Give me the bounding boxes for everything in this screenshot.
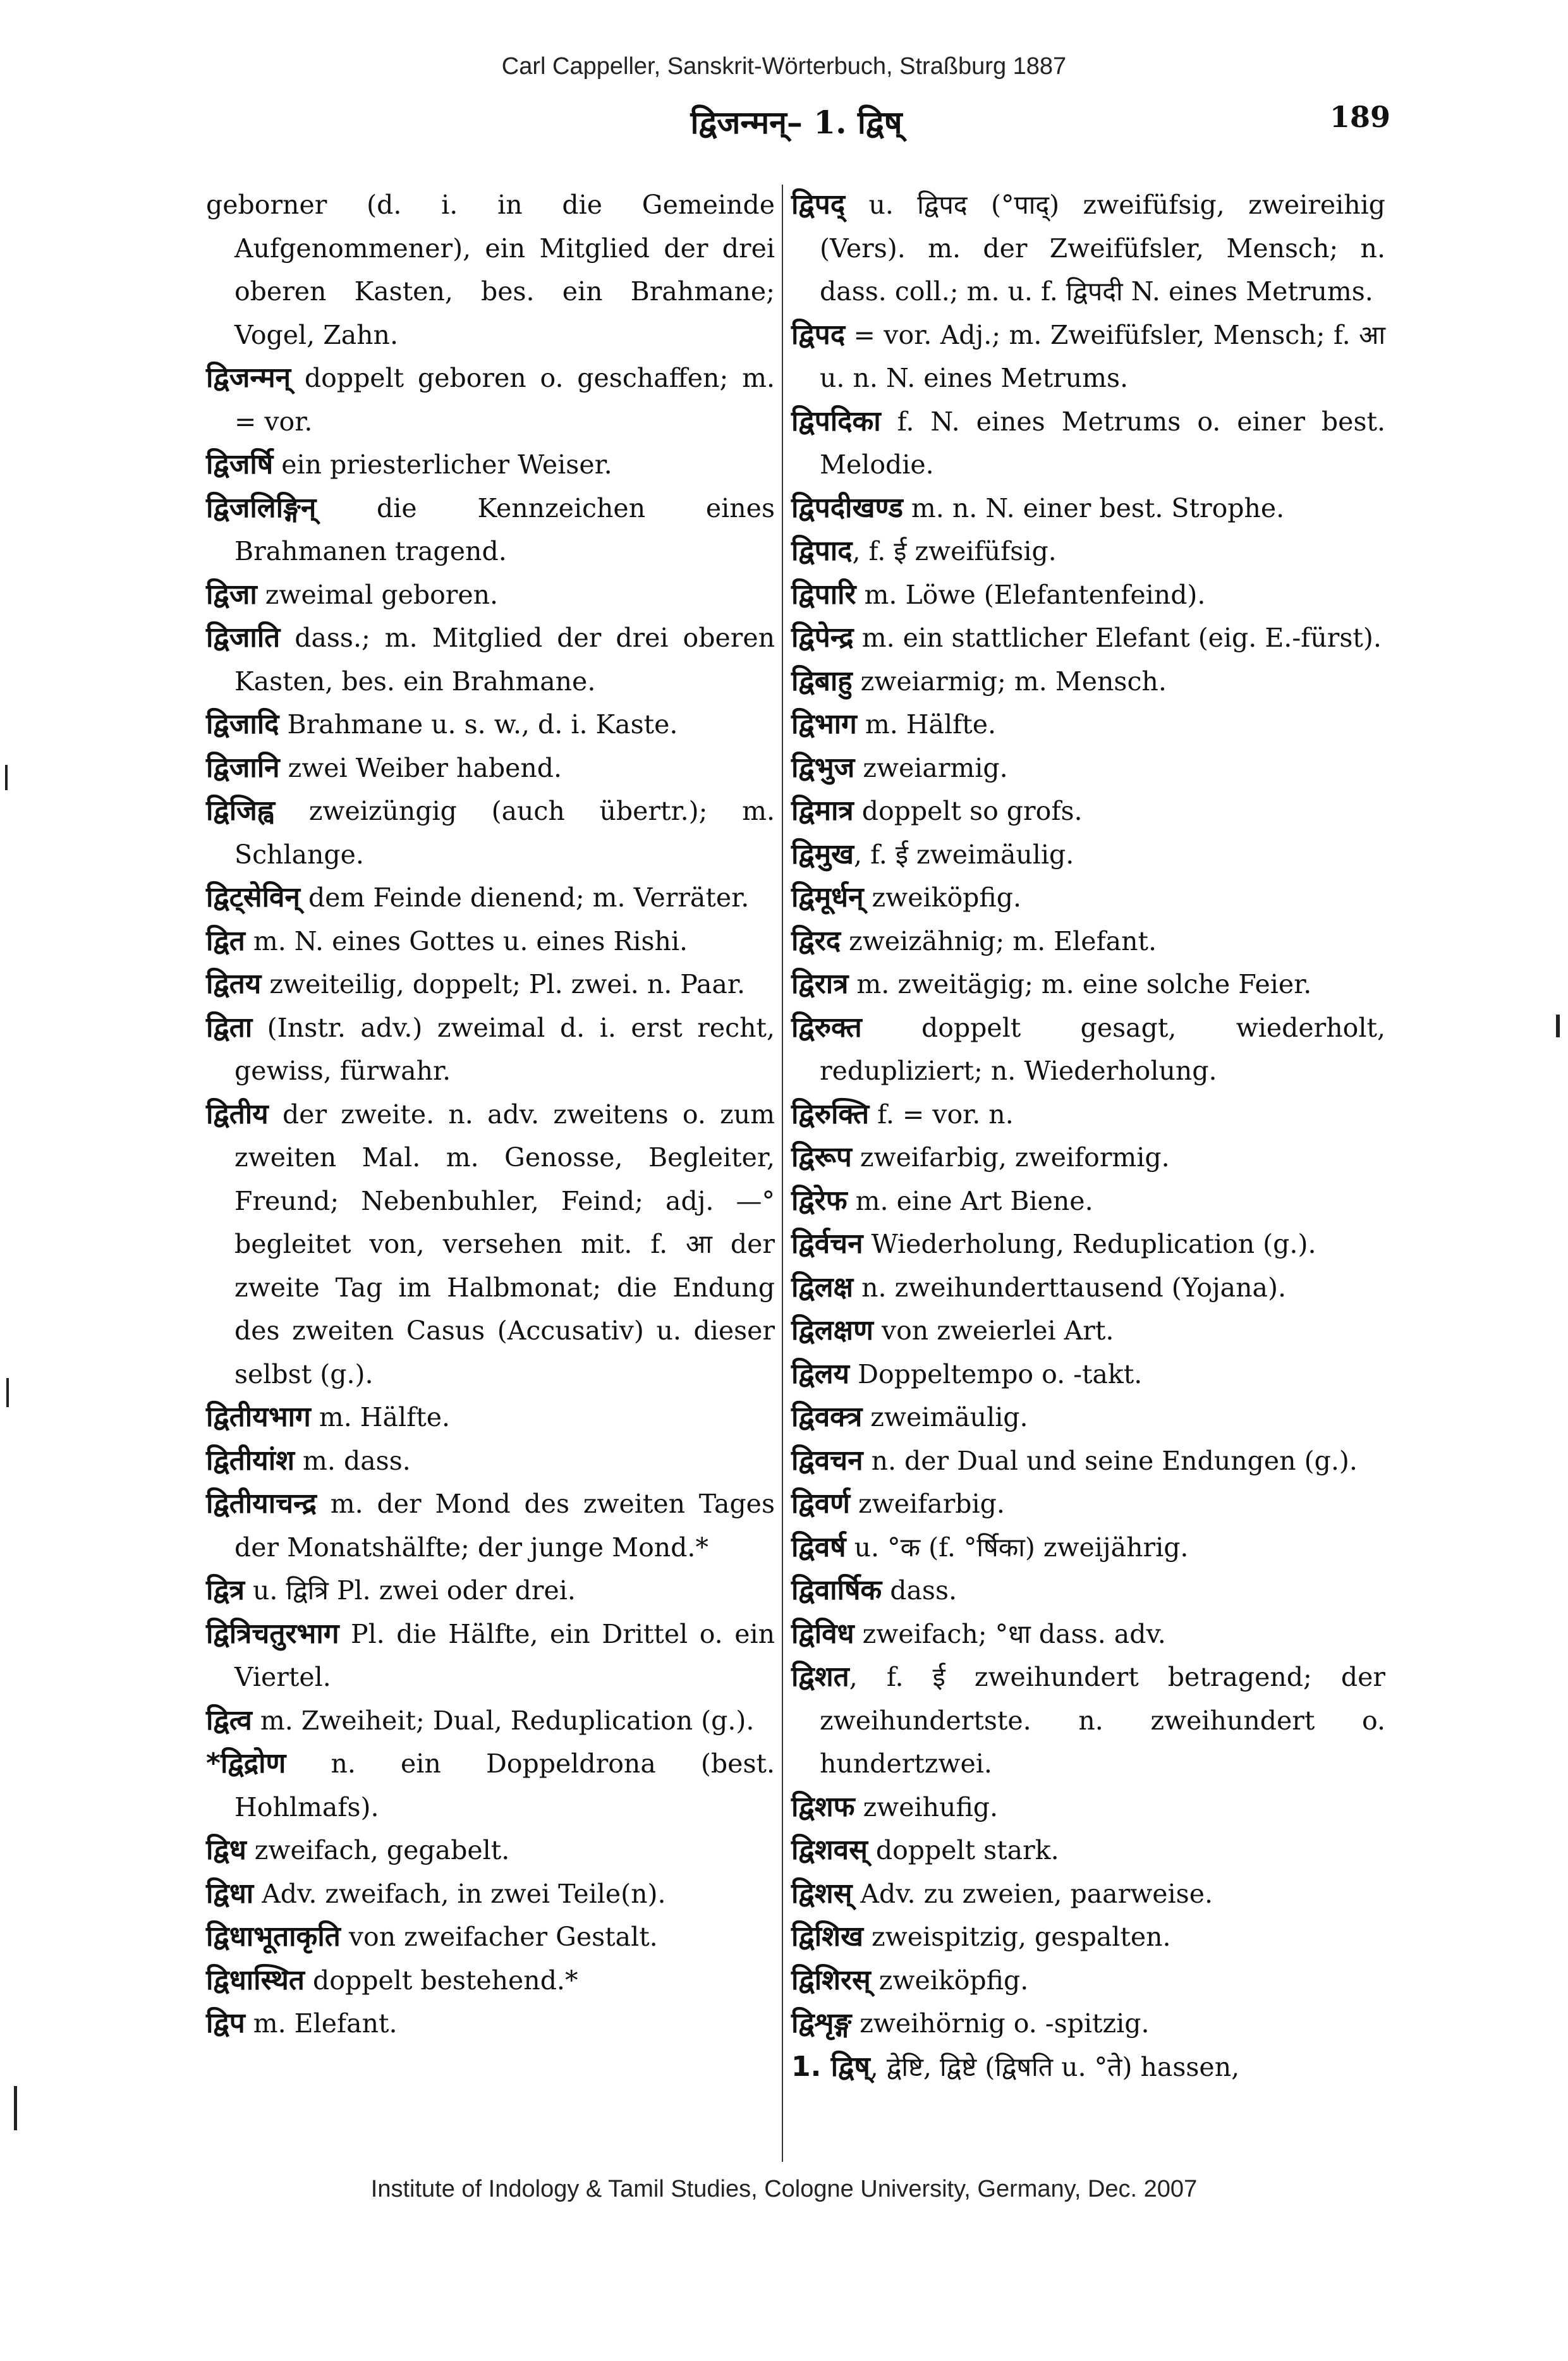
dictionary-entry bbox=[206, 1439, 775, 1483]
definition-text: , द्वेष्टि, द्विष्टे (द्विषति u. °ते) hassen, bbox=[870, 2051, 1240, 2082]
definition-text: m. Zweiheit; Dual, Reduplication (g.). bbox=[252, 1705, 755, 1736]
definition-text: doppelt bestehend.* bbox=[304, 1965, 578, 1996]
definition-text: Adv. zu zweien, paarweise. bbox=[852, 1878, 1213, 1909]
definition-text: zweifarbig, zweiformig. bbox=[851, 1142, 1170, 1173]
definition-text: (Instr. adv.) zweimal d. i. erst recht, gewiss, fürwahr. bbox=[234, 1012, 775, 1086]
headword: द्विजा bbox=[206, 578, 257, 611]
headword: द्वित bbox=[206, 924, 245, 957]
dictionary-entry bbox=[791, 1613, 1385, 1656]
dictionary-entry bbox=[791, 1439, 1385, 1483]
definition-text: dem Feinde dienend; m. Verräter. bbox=[300, 882, 750, 913]
dictionary-entry bbox=[206, 963, 775, 1006]
dictionary-entry bbox=[791, 1136, 1385, 1180]
definition-text: von zweifacher Gestalt. bbox=[340, 1922, 658, 1952]
dictionary-entry bbox=[206, 1482, 775, 1569]
definition-text: ein priesterlicher Weiser. bbox=[273, 449, 612, 480]
headword: द्विपेन्द्र bbox=[791, 621, 854, 654]
definition-text: doppelt so grofs. bbox=[853, 796, 1083, 826]
headword: द्विध bbox=[206, 1834, 246, 1866]
headword: द्विलय bbox=[791, 1357, 850, 1390]
dictionary-entry bbox=[791, 790, 1385, 833]
definition-text: Brahmane u. s. w., d. i. Kaste. bbox=[279, 709, 678, 740]
headword: द्विरुक्ति bbox=[791, 1097, 870, 1130]
dictionary-entry bbox=[206, 2002, 775, 2046]
definition-text: u. द्वित्रि Pl. zwei oder drei. bbox=[244, 1575, 576, 1606]
definition-text: m. dass. bbox=[295, 1445, 411, 1476]
headword: द्विलक्षण bbox=[791, 1314, 873, 1346]
definition-text: m. ein stattlicher Elefant (eig. E.-fürst). bbox=[853, 623, 1382, 653]
dictionary-entry bbox=[791, 1786, 1385, 1829]
headword: द्विधास्थित bbox=[206, 1963, 305, 1996]
dictionary-entry bbox=[791, 1396, 1385, 1439]
dictionary-entry bbox=[791, 920, 1385, 963]
dictionary-entry bbox=[791, 1829, 1385, 1872]
dictionary-entry bbox=[791, 876, 1385, 920]
definition-text: doppelt stark. bbox=[867, 1835, 1059, 1865]
definition-text: Pl. die Hälfte, ein Drittel o. ein Viertel. bbox=[234, 1618, 775, 1692]
definition-text: zweiarmig. bbox=[854, 752, 1008, 783]
headword: द्वित्र bbox=[206, 1574, 245, 1606]
definition-text: , f. ई zweihundert betragend; der zweihundertste. n. zweihundert o. hundertzwei. bbox=[820, 1662, 1385, 1779]
headword: द्विजर्षि bbox=[206, 448, 274, 480]
dictionary-entry bbox=[791, 1656, 1385, 1786]
running-head bbox=[202, 96, 1390, 147]
definition-text: f. N. eines Metrums o. einer best. Melodie. bbox=[820, 406, 1385, 480]
dictionary-entry bbox=[206, 1829, 775, 1872]
dictionary-entry bbox=[791, 660, 1385, 704]
headword: द्विपद bbox=[791, 318, 846, 351]
footer-credit: Institute of Indology & Tamil Studies, Cologne University, Germany, Dec. 2007 bbox=[370, 2176, 1198, 2202]
definition-text: u. °क (f. °र्षिका) zweijährig. bbox=[846, 1532, 1189, 1563]
headword: द्विवर्ण bbox=[791, 1487, 850, 1520]
dictionary-entry bbox=[791, 1223, 1385, 1266]
definition-text: zweihörnig o. -spitzig. bbox=[851, 2008, 1150, 2039]
definition-text: dass.; m. Mitglied der drei oberen Kasten, bes. ein Brahmane. bbox=[234, 623, 775, 697]
dictionary-entry bbox=[206, 1699, 775, 1743]
headword: द्विजिह्व bbox=[206, 795, 275, 827]
headword: द्वितय bbox=[206, 968, 262, 1000]
dictionary-entry bbox=[206, 1006, 775, 1093]
dictionary-entry bbox=[206, 1613, 775, 1699]
dictionary-entry bbox=[791, 400, 1385, 487]
headword: द्वित्व bbox=[206, 1704, 252, 1736]
definition-text: m. Hälfte. bbox=[310, 1402, 451, 1432]
definition-text: doppelt geboren o. geschaffen; m. = vor. bbox=[234, 363, 775, 437]
headword: द्विट्सेविन् bbox=[206, 881, 300, 913]
headword: द्वितीय bbox=[206, 1097, 269, 1130]
scan-artifact bbox=[5, 765, 8, 790]
definition-text: zweifach, gegabelt. bbox=[246, 1835, 510, 1865]
dictionary-entry bbox=[206, 1915, 775, 1959]
headword: द्विर्वचन bbox=[791, 1228, 863, 1260]
dictionary-entry bbox=[791, 703, 1385, 747]
headword: द्विविध bbox=[791, 1617, 854, 1650]
headword: द्विपाद bbox=[791, 535, 853, 567]
definition-text: n. ein Doppeldrona (best. Hohlmafs). bbox=[234, 1748, 775, 1822]
definition-text: n. zweihunderttausend (Yojana). bbox=[853, 1272, 1286, 1303]
headword: द्विलक्ष bbox=[791, 1271, 854, 1303]
definition-text: , f. ई zweifüfsig. bbox=[852, 536, 1057, 566]
headword: द्विवचन bbox=[791, 1444, 863, 1477]
dictionary-entry bbox=[791, 183, 1385, 314]
dictionary-entry bbox=[791, 1526, 1385, 1570]
dictionary-entry bbox=[791, 1872, 1385, 1916]
headword: द्विरूप bbox=[791, 1141, 852, 1173]
definition-text: die Kennzeichen eines Brahmanen tragend. bbox=[234, 492, 775, 566]
definition-text: f. = vor. n. bbox=[869, 1099, 1014, 1130]
dictionary-entry bbox=[206, 1396, 775, 1439]
definition-text: zweimal geboren. bbox=[257, 579, 499, 610]
definition-text: m. n. N. einer best. Strophe. bbox=[903, 492, 1285, 523]
definition-text: zweizähnig; m. Elefant. bbox=[841, 925, 1157, 956]
headword: द्विजन्मन् bbox=[206, 362, 291, 394]
dictionary-entry bbox=[791, 1915, 1385, 1959]
headword: द्विजादि bbox=[206, 708, 279, 740]
dictionary-entry bbox=[791, 963, 1385, 1006]
headword: द्वितीयाचन्द्र bbox=[206, 1487, 317, 1520]
headword: द्विरात्र bbox=[791, 968, 849, 1000]
dictionary-entry bbox=[206, 487, 775, 573]
definition-text: zweiköpfig. bbox=[863, 882, 1022, 913]
headword: द्विता bbox=[206, 1011, 253, 1044]
dictionary-entry bbox=[791, 1266, 1385, 1310]
dictionary-entry bbox=[206, 357, 775, 443]
dictionary-entry bbox=[206, 1872, 775, 1916]
definition-text: u. द्विपद (°पाद्) zweifüfsig, zweireihig (Vers). m. der Zweifüfsler, Mensch; n. dass. coll.; m. u. f. द्विपदी N. eines Metrums. bbox=[820, 190, 1385, 307]
dictionary-entry bbox=[791, 1006, 1385, 1093]
dictionary-entry bbox=[791, 1309, 1385, 1353]
definition-text: zweimäulig. bbox=[862, 1402, 1028, 1432]
definition-text: , f. ई zweimäulig. bbox=[854, 839, 1074, 870]
definition-text: Wiederholung, Reduplication (g.). bbox=[863, 1229, 1316, 1259]
definition-text: Adv. zweifach, in zwei Teile(n). bbox=[253, 1878, 666, 1909]
definition-text: Doppeltempo o. -takt. bbox=[849, 1358, 1143, 1389]
dictionary-entry bbox=[206, 183, 775, 357]
definition-text: m. Elefant. bbox=[245, 2008, 398, 2039]
headword: द्विधाभूताकृति bbox=[206, 1920, 341, 1953]
dictionary-entry bbox=[791, 1959, 1385, 2003]
headword: द्विशस् bbox=[791, 1877, 853, 1910]
headword: द्वितीयांश bbox=[206, 1444, 295, 1477]
definition-text: m. Hälfte. bbox=[856, 709, 997, 740]
definition-text: m. Löwe (Elefantenfeind). bbox=[856, 579, 1206, 610]
dictionary-entry bbox=[791, 747, 1385, 790]
scan-artifact bbox=[14, 2086, 17, 2130]
dictionary-entry bbox=[791, 2002, 1385, 2046]
definition-text: = vor. Adj.; m. Zweifüfsler, Mensch; f. आ u. n. N. eines Metrums. bbox=[820, 319, 1385, 393]
headword: द्विपदिका bbox=[791, 405, 881, 437]
dictionary-entry bbox=[206, 616, 775, 703]
headword: द्विजानि bbox=[206, 751, 280, 784]
dictionary-entry bbox=[791, 1569, 1385, 1613]
dictionary-entry bbox=[206, 1959, 775, 2003]
dictionary-entry bbox=[206, 573, 775, 617]
dictionary-entry bbox=[206, 1569, 775, 1613]
headword: द्विजाति bbox=[206, 621, 281, 654]
headword: द्विवक्त्र bbox=[791, 1401, 863, 1433]
definition-text: zweiteilig, doppelt; Pl. zwei. n. Paar. bbox=[261, 969, 746, 999]
definition-text: geborner (d. i. in die Gemeinde Aufgenommener), ein Mitglied der drei oberen Kasten, bes. ein Brahmane; Vogel, Zahn. bbox=[206, 190, 775, 350]
dictionary-entry bbox=[206, 703, 775, 747]
dictionary-entry bbox=[791, 1180, 1385, 1223]
headword: द्विरेफ bbox=[791, 1184, 848, 1217]
dictionary-entry bbox=[206, 920, 775, 963]
definition-text: der zweite. n. adv. zweitens o. zum zweiten Mal. m. Genosse, Begleiter, Freund; Nebenbuhler, Feind; adj. —° begleitet von, versehen mit. f. आ der zweite Tag im Halbmonat; die Endung des zweiten Casus (Accusativ) u. dieser selbst (g.). bbox=[234, 1099, 775, 1389]
headword: द्वित्रिचतुरभाग bbox=[206, 1617, 339, 1650]
dictionary-entry bbox=[206, 443, 775, 487]
running-head-title: द्विजन्मन्– 1. द्विष् bbox=[690, 104, 903, 141]
headword: द्विशिरस् bbox=[791, 1963, 871, 1996]
headword: द्विरद bbox=[791, 924, 841, 957]
dictionary-entry bbox=[791, 530, 1385, 573]
headword: द्विपारि bbox=[791, 578, 856, 611]
headword: द्विबाहु bbox=[791, 664, 853, 697]
headword: द्विशवस् bbox=[791, 1834, 868, 1866]
column-divider bbox=[782, 185, 783, 2162]
headword: द्विधा bbox=[206, 1877, 254, 1910]
headword: द्विमुख bbox=[791, 838, 854, 870]
dictionary-entry bbox=[206, 876, 775, 920]
headword: द्विजलिङ्गिन् bbox=[206, 491, 317, 524]
headword: द्विभाग bbox=[791, 708, 857, 740]
headword: द्विमूर्धन् bbox=[791, 881, 864, 913]
headword: द्विभुज bbox=[791, 751, 855, 784]
headword: द्विवार्षिक bbox=[791, 1574, 882, 1606]
right-column bbox=[791, 183, 1385, 2089]
headword: द्विमात्र bbox=[791, 795, 854, 827]
definition-text: zweiköpfig. bbox=[870, 1965, 1029, 1996]
scan-artifact bbox=[1556, 1015, 1560, 1037]
dictionary-entry bbox=[791, 487, 1385, 530]
definition-text: zweiarmig; m. Mensch. bbox=[852, 666, 1167, 697]
dictionary-entry bbox=[791, 1353, 1385, 1396]
definition-text: zwei Weiber habend. bbox=[279, 752, 562, 783]
headword: द्विपद् bbox=[791, 188, 846, 221]
definition-text: m. der Mond des zweiten Tages der Monatshälfte; der junge Mond.* bbox=[234, 1489, 775, 1563]
definition-text: m. N. eines Gottes u. eines Rishi. bbox=[245, 925, 688, 956]
left-column bbox=[206, 183, 775, 2046]
definition-text: dass. bbox=[882, 1575, 957, 1606]
headword: द्विशिख bbox=[791, 1920, 864, 1953]
headword: द्विशत bbox=[791, 1661, 849, 1693]
definition-text: m. eine Art Biene. bbox=[847, 1185, 1093, 1216]
source-line: Carl Cappeller, Sanskrit-Wörterbuch, Straßburg 1887 bbox=[501, 53, 1067, 80]
page-number: 189 bbox=[1329, 100, 1390, 134]
dictionary-entry bbox=[791, 314, 1385, 400]
headword: द्विपदीखण्ड bbox=[791, 491, 903, 524]
dictionary-entry bbox=[791, 1093, 1385, 1137]
definition-text: doppelt gesagt, wiederholt, redupliziert; n. Wiederholung. bbox=[820, 1012, 1385, 1086]
dictionary-entry bbox=[791, 616, 1385, 660]
headword: द्वितीयभाग bbox=[206, 1401, 311, 1433]
definition-text: zweifarbig. bbox=[849, 1489, 1005, 1519]
dictionary-entry bbox=[206, 1742, 775, 1829]
dictionary-entry bbox=[791, 2046, 1385, 2089]
headword: 1. द्विष् bbox=[791, 2050, 870, 2083]
headword: द्विप bbox=[206, 2007, 245, 2039]
headword: द्विरुक्त bbox=[791, 1011, 862, 1044]
dictionary-entry bbox=[791, 1482, 1385, 1526]
headword: द्विशृङ्ग bbox=[791, 2007, 852, 2039]
definition-text: m. zweitägig; m. eine solche Feier. bbox=[848, 969, 1312, 999]
dictionary-entry bbox=[791, 573, 1385, 617]
headword: द्विवर्ष bbox=[791, 1530, 846, 1563]
headword: *द्विद्रोण bbox=[206, 1747, 286, 1779]
definition-text: n. der Dual und seine Endungen (g.). bbox=[863, 1445, 1358, 1476]
definition-text: zweifach; °धा dass. adv. bbox=[854, 1618, 1166, 1649]
dictionary-entry bbox=[206, 747, 775, 790]
definition-text: zweispitzig, gespalten. bbox=[863, 1922, 1171, 1952]
dictionary-entry bbox=[206, 790, 775, 876]
dictionary-entry bbox=[791, 833, 1385, 877]
scan-artifact bbox=[6, 1378, 9, 1407]
definition-text: von zweierlei Art. bbox=[873, 1315, 1114, 1346]
definition-text: zweihufig. bbox=[854, 1791, 999, 1822]
dictionary-entry bbox=[206, 1093, 775, 1396]
definition-text: zweizüngig (auch übertr.); m. Schlange. bbox=[234, 796, 775, 870]
headword: द्विशफ bbox=[791, 1790, 855, 1823]
